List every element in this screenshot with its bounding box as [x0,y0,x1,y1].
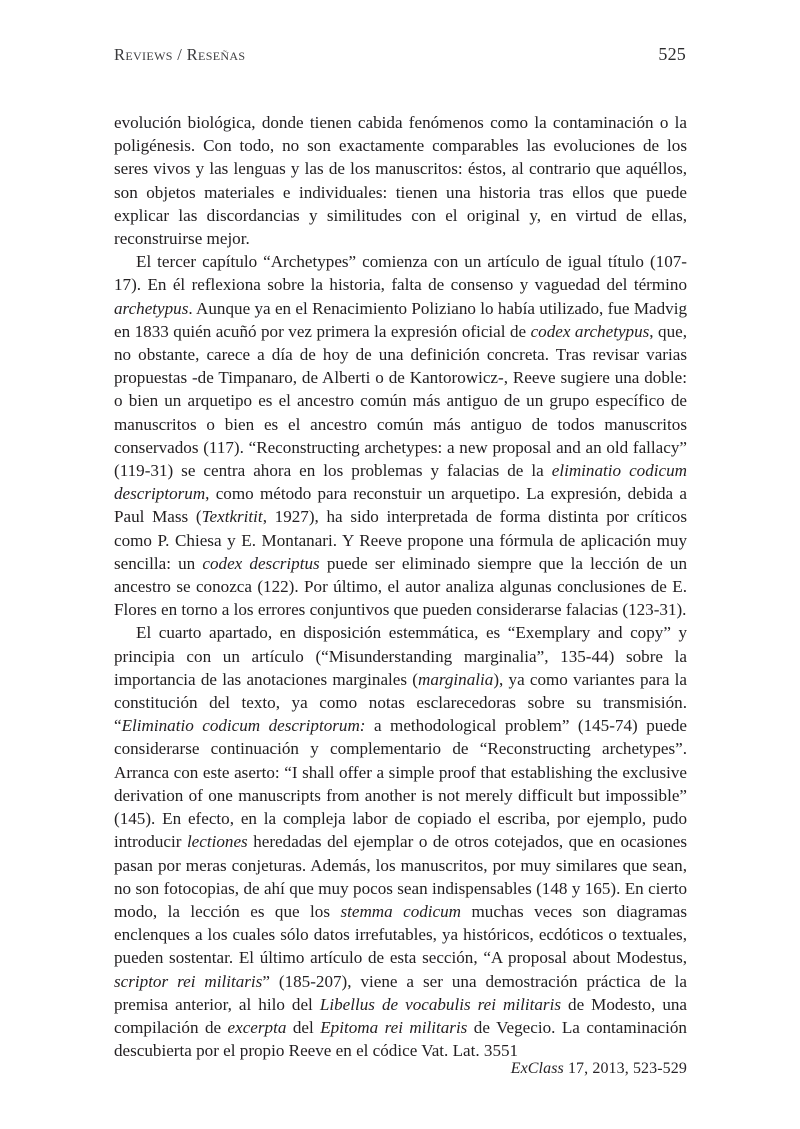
journal-reference: 17, 2013, 523-529 [563,1060,687,1077]
italic-term: excerpta [227,1017,287,1037]
text-run: El cuarto apartado, en disposición estemmática, es “Exemplary and copy” y principia con un artículo (“Misunderstanding marginalia”, 135-44) sobre la importancia de las anotaciones marginales ( [114,623,687,689]
colophon [114,1060,687,1078]
italic-term: stemma codicum [340,901,462,921]
italic-term: marginalia [417,669,494,689]
para-evolucion-biologica [114,111,687,250]
para-tercer-capitulo [114,250,687,621]
body-text-block [114,111,687,1062]
italic-term: Textkritit [201,507,263,527]
text-run: de Vegecio. La contaminación descubierta por el propio Reeve en el códice Vat. Lat. 3551 [114,1017,687,1061]
italic-term: scriptor rei militaris [114,971,263,991]
text-run: del [286,1017,321,1037]
text-run: de Modesto, una compilación de [114,994,687,1037]
text-run: evolución biológica, donde tienen cabida fenómenos como la contaminación o la poligénesis. Con todo, no son exactamente comparables las evoluciones de los seres vivos y las lenguas y las de los manuscritos: éstos, al contrario que aquéllos, son objetos materiales e individuales: tienen una historia tras ellos que puede explicar las discordancias y similitudes con el original y, en virtud de ellas, reconstruirse mejor. [114,113,687,249]
running-head [114,44,686,68]
italic-term: codex descriptus [202,553,320,573]
italic-term: archetypus [114,298,189,318]
text-run: , que, no obstante, carece a día de hoy de una definición concreta. Tras revisar varias propuestas -de Timpanaro, de Alberti o de Kantorowicz-, Reeve sugiere una doble: o bien un arquetipo es el ancestro común más antiguo de un grupo específico de manuscritos o bien es el ancestro común más antiguo de todos manuscritos conservados (117). “Reconstructing archetypes: a new proposal and an old fallacy” (119-31) se centra ahora en los problemas y falacias de la [114,321,687,481]
text-run: a methodological problem” (145-74) puede considerarse continuación y complementario de “Reconstructing archetypes”. Arranca con este aserto: “I shall offer a simple proof that establishing the exclusive derivation of one manuscripts from another is not merely difficult but impossible” (145). En efecto, en la compleja labor de copiado el escriba, por ejemplo, pudo introducir [114,716,688,852]
journal-title: ExClass [510,1060,564,1077]
text-run: ), ya como variantes para la constitución del texto, ya como notas esclarecedoras sobre su transmisión. “ [114,669,687,736]
running-head-title: Reviews / Reseñas [114,45,246,64]
italic-term: Epitoma rei militaris [320,1017,468,1037]
text-run: . Aunque ya en el Renacimiento Poliziano lo había utilizado, fue Madvig en 1833 quién acuñó por vez primera la expresión oficial de [114,298,687,341]
para-cuarto-apartado [114,621,687,1062]
italic-term: lectiones [186,832,248,852]
text-run: , 1927), ha sido interpretada de forma distinta por críticos como P. Chiesa y E. Montanari. Y Reeve propone una fórmula de aplicación muy sencilla: un [114,507,687,573]
text-run: puede ser eliminado siempre que la lección de un ancestro se conozca (122). Por último, el autor analiza algunas conclusiones de E. Flores en torno a los errores conjuntivos que pueden considerarse falacias (123-31). [114,553,687,620]
italic-term: codex archetypus [530,321,650,341]
text-run: , como método para reconstuir un arquetipo. La expresión, debida a Paul Mass ( [114,484,687,527]
italic-term: Libellus de vocabulis rei militaris [319,994,561,1014]
italic-term: eliminatio codicum descriptorum [114,461,687,504]
text-run: ” (185-207), viene a ser una demostración práctica de la premisa anterior, al hilo del [114,971,687,1014]
text-run: muchas veces son diagramas enclenques a los cuales sólo datos irrefutables, ya históricos, ecdóticos o textuales, pueden sostentar. El último artículo de esta sección, “A proposal about Modestus, [114,901,687,968]
italic-term: Eliminatio codicum descriptorum: [121,716,366,736]
page-number: 525 [658,44,686,64]
text-run: El tercer capítulo “Archetypes” comienza con un artículo de igual título (107-17). En él reflexiona sobre la historia, falta de consenso y vaguedad del término [114,252,687,295]
text-run: heredadas del ejemplar o de otros cotejados, que en ocasiones pasan por meras conjeturas. Además, los manuscritos, por muy similares que sean, no son fotocopias, de ahí que muy pocos sean indispensables (148 y 165). En cierto modo, la lección es que los [114,832,687,921]
